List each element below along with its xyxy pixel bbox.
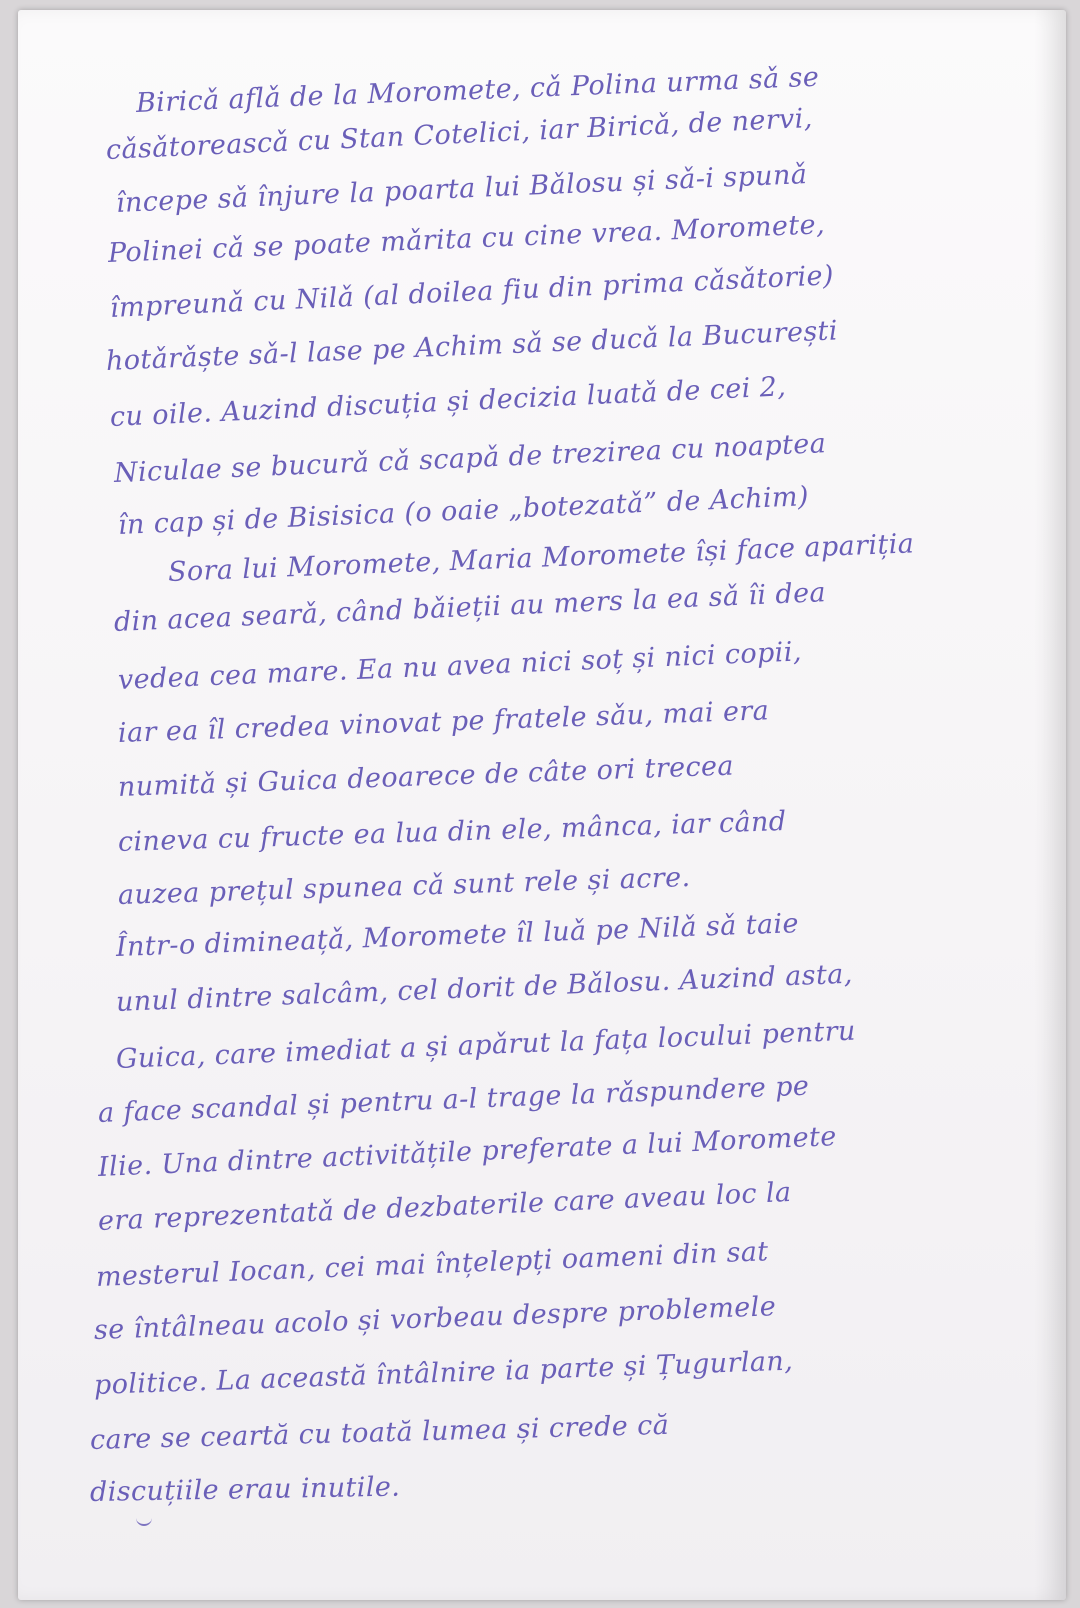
text-line-15: cineva cu fructe ea lua din ele, mânca, iar când [117,806,787,858]
text-line-2: cǎsǎtoreascǎ cu Stan Cotelici, iar Biricǎ, de nervi, [105,102,814,166]
handwritten-text [18,10,1066,1600]
text-line-10: Sora lui Moromete, Maria Moromete își face apariția [167,528,915,588]
text-line-3: începe sǎ înjure la poarta lui Bǎlosu și sǎ-i spunǎ [115,159,808,219]
text-line-17: Într-o dimineațǎ, Moromete îl luǎ pe Nilǎ sǎ taie [115,908,800,963]
text-line-1: Biricǎ aflǎ de la Moromete, cǎ Polina urma sǎ se [135,61,820,119]
text-line-4: Polinei cǎ se poate mǎrita cu cine vrea. Moromete, [107,209,826,269]
text-line-26: care se ceartă cu toată lumea și crede că [89,1409,670,1456]
text-line-25: politice. La această întâlnire ia parte și Țugurlan, [93,1345,794,1401]
text-line-14: numitǎ și Guica deoarece de câte ori trecea [117,750,735,803]
text-line-27: discuțiile erau inutile. [89,1471,401,1508]
text-line-13: iar ea îl credea vinovat pe fratele sǎu, mai era [117,695,770,749]
text-line-5: împreunǎ cu Nilǎ (al doilea fiu din prima cǎsǎtorie) [109,260,835,324]
text-line-12: vedea cea mare. Ea nu avea nici soț și nici copii, [117,636,803,696]
text-line-11: din acea searǎ, când bǎieții au mers la ea sǎ îi dea [113,577,827,638]
text-line-16: auzea prețul spunea cǎ sunt rele și acre. [117,862,691,911]
text-line-7: cu oile. Auzind discuția și decizia luatǎ de cei 2, [109,371,787,433]
pen-mark [136,1518,152,1526]
text-line-9: în cap și de Bisisica (o oaie „botezatǎ” de Achim) [117,481,810,541]
text-line-8: Niculae se bucurǎ cǎ scapǎ de trezirea cu noaptea [113,428,827,489]
text-line-18: unul dintre salcâm, cel dorit de Bǎlosu. Auzind asta, [115,958,854,1018]
text-line-23: mesterul Iocan, cei mai înțelepți oameni din sat [95,1236,770,1293]
text-line-21: Ilie. Una dintre activitǎțile preferate a lui Moromete [97,1121,838,1183]
text-line-22: era reprezentatǎ de dezbaterile care aveau loc la [97,1176,793,1237]
text-line-20: a face scandal și pentru a-l trage la rǎspundere pe [97,1070,810,1129]
text-line-6: hotǎrǎște sǎ-l lase pe Achim sǎ se ducǎ la București [105,315,839,377]
notebook-page [18,10,1066,1600]
text-line-24: se întâlneau acolo și vorbeau despre problemele [93,1291,777,1346]
text-line-19: Guica, care imediat a și apǎrut la fața locului pentru [115,1015,857,1075]
